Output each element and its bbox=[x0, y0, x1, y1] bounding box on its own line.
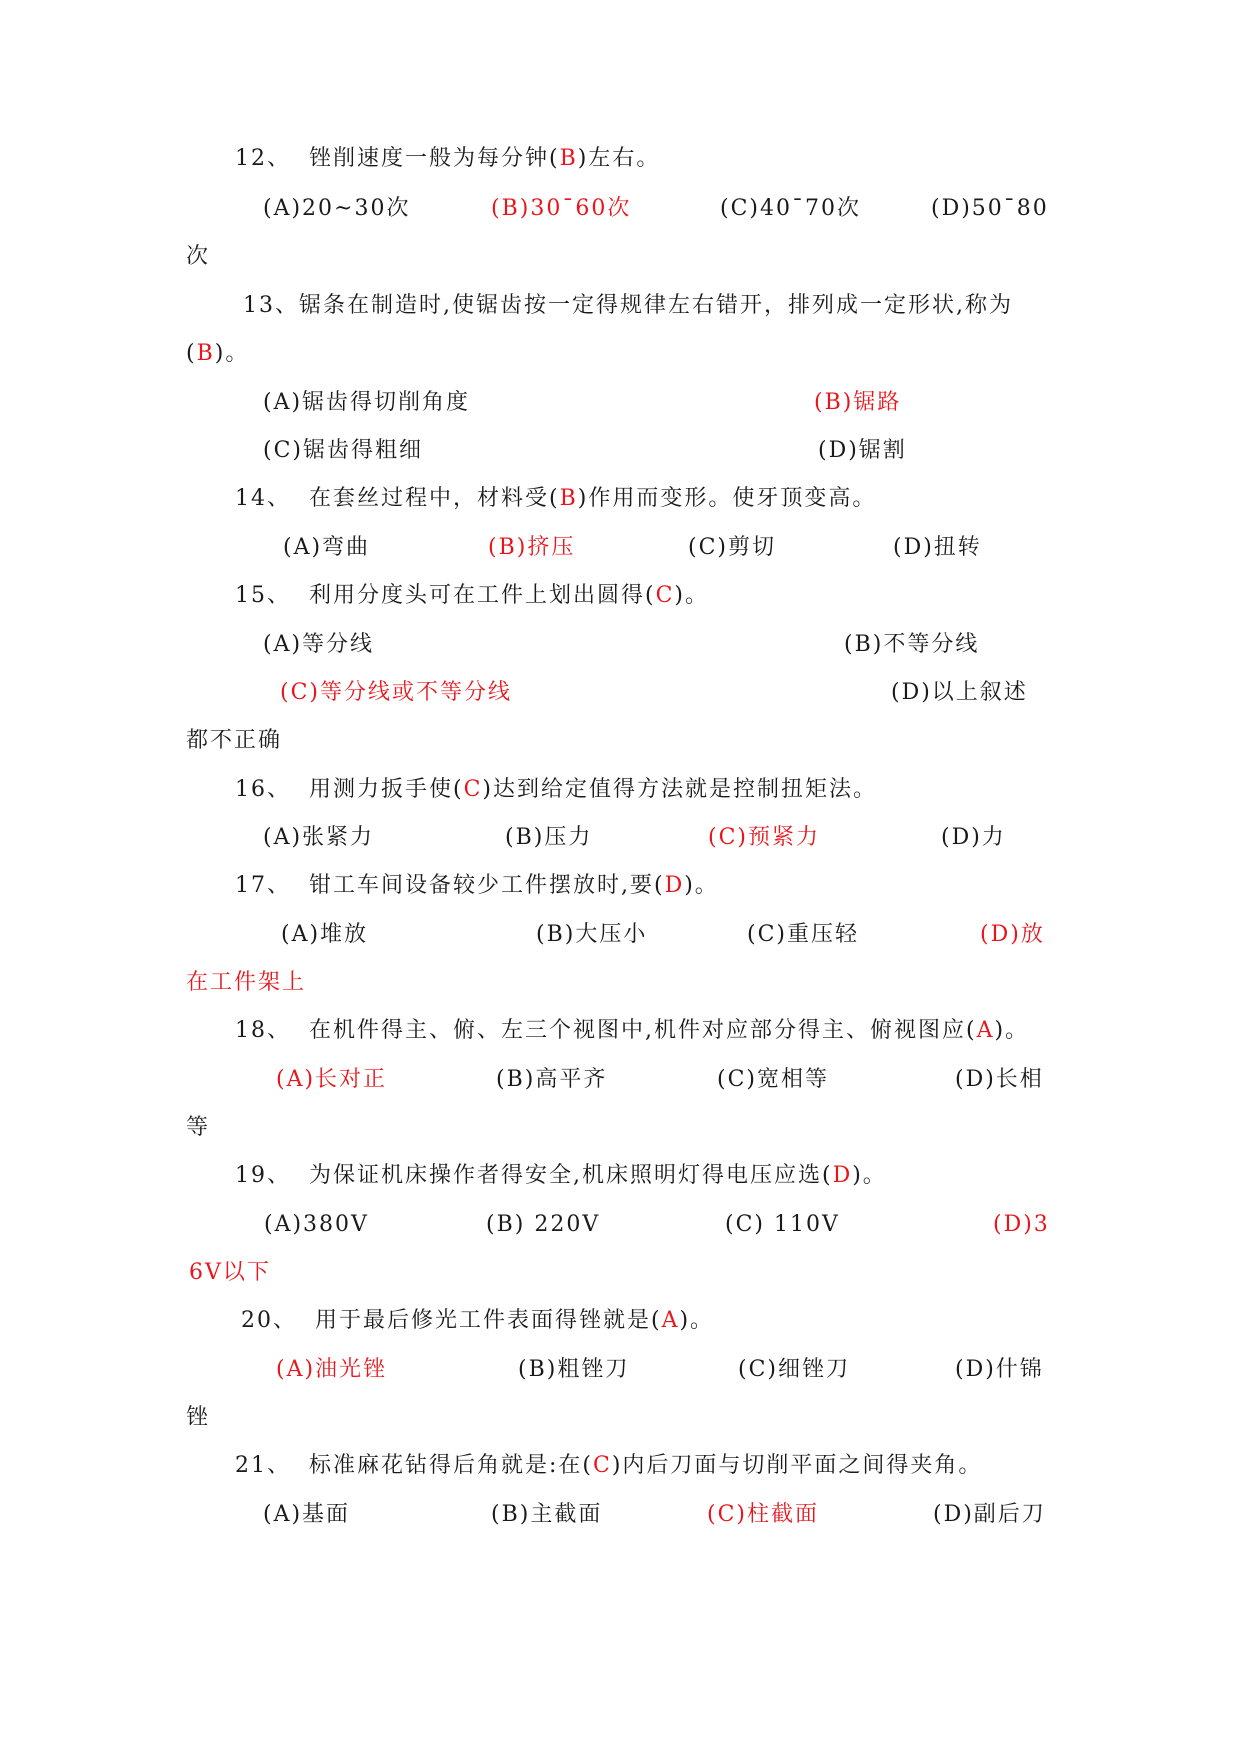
text-line bbox=[235, 1161, 887, 1191]
question-text: (D)什锦 bbox=[955, 1357, 1044, 1382]
question-text: )内后刀面与切削平面之间得夹角。 bbox=[611, 1453, 983, 1478]
answer-text: C bbox=[463, 777, 483, 802]
question-text: )。 bbox=[674, 583, 710, 608]
text-line bbox=[276, 1355, 387, 1385]
text-line bbox=[235, 581, 709, 611]
question-text: (B)大压小 bbox=[536, 922, 648, 947]
text-line bbox=[488, 533, 575, 563]
answer-text: D bbox=[832, 1163, 853, 1188]
text-line bbox=[283, 533, 370, 563]
text-line bbox=[747, 920, 859, 950]
question-text: (D)力 bbox=[941, 825, 1006, 850]
text-line bbox=[263, 388, 470, 418]
question-text: (B)不等分线 bbox=[844, 632, 980, 657]
question-text: (C) 110V bbox=[725, 1212, 840, 1237]
text-line bbox=[941, 823, 1006, 853]
text-line bbox=[717, 1065, 829, 1095]
question-text: (C)细锉刀 bbox=[738, 1357, 850, 1382]
question-text: 锉 bbox=[186, 1405, 211, 1430]
text-line bbox=[280, 678, 512, 708]
text-line bbox=[281, 920, 368, 950]
text-line bbox=[893, 533, 982, 563]
question-text: )作用而变形。使牙顶变高。 bbox=[577, 486, 877, 511]
text-line bbox=[235, 144, 660, 174]
text-line bbox=[235, 1016, 1029, 1046]
text-line bbox=[235, 484, 876, 514]
question-text: )达到给定值得方法就是控制扭矩法。 bbox=[482, 777, 878, 802]
question-text: (B)粗锉刀 bbox=[518, 1357, 630, 1382]
question-text: 次 bbox=[186, 244, 211, 269]
text-line bbox=[844, 630, 979, 660]
question-text: (C)剪切 bbox=[688, 535, 776, 560]
answer-text: (B)30¯60次 bbox=[491, 196, 632, 221]
question-text: 16、 用测力扳手使( bbox=[235, 777, 464, 802]
text-line bbox=[688, 533, 776, 563]
text-line bbox=[235, 775, 877, 805]
text-line bbox=[263, 194, 410, 224]
text-line bbox=[186, 339, 249, 369]
question-text: (C)宽相等 bbox=[717, 1067, 829, 1092]
text-line bbox=[496, 1065, 607, 1095]
text-line bbox=[708, 823, 820, 853]
answer-text: A bbox=[976, 1018, 995, 1043]
answer-text: C bbox=[655, 583, 675, 608]
text-line bbox=[491, 194, 631, 224]
question-text: (D)扭转 bbox=[893, 535, 982, 560]
question-text: )。 bbox=[994, 1018, 1030, 1043]
text-line bbox=[186, 242, 210, 272]
question-text: (A)弯曲 bbox=[283, 535, 371, 560]
text-line bbox=[818, 436, 907, 466]
text-line bbox=[263, 436, 423, 466]
question-text: 12、 锉削速度一般为每分钟( bbox=[235, 146, 560, 171]
question-text: 21、 标准麻花钻得后角就是:在( bbox=[235, 1453, 593, 1478]
answer-text: C bbox=[592, 1453, 612, 1478]
question-text: (A)基面 bbox=[263, 1502, 351, 1527]
text-line bbox=[186, 968, 306, 998]
text-line bbox=[186, 726, 282, 756]
question-text: 13、锯条在制造时,使锯齿按一定得规律左右错开，排列成一定形状,称为 bbox=[243, 293, 1013, 318]
question-text: (A)等分线 bbox=[263, 632, 375, 657]
answer-text: (C)等分线或不等分线 bbox=[280, 680, 512, 705]
question-text: 15、 利用分度头可在工件上划出圆得( bbox=[235, 583, 656, 608]
question-text: (A)380V bbox=[264, 1212, 369, 1237]
question-text: (D)副后刀 bbox=[933, 1502, 1046, 1527]
text-line bbox=[955, 1065, 1044, 1095]
text-line bbox=[933, 1500, 1046, 1530]
text-line bbox=[235, 871, 719, 901]
question-text: (A)20~30次 bbox=[263, 196, 411, 221]
text-line bbox=[814, 388, 901, 418]
text-line bbox=[536, 920, 647, 950]
answer-text: (C)预紧力 bbox=[708, 825, 820, 850]
question-text: (D)以上叙述 bbox=[891, 680, 1028, 705]
text-line bbox=[505, 823, 592, 853]
answer-text: (A)长对正 bbox=[276, 1067, 388, 1092]
text-line bbox=[276, 1065, 387, 1095]
text-line bbox=[518, 1355, 629, 1385]
text-line bbox=[980, 920, 1045, 950]
question-text: 20、 用于最后修光工件表面得锉就是( bbox=[241, 1308, 662, 1333]
text-line bbox=[738, 1355, 850, 1385]
answer-text: D bbox=[664, 873, 685, 898]
text-line bbox=[263, 630, 374, 660]
question-text: )。 bbox=[852, 1163, 887, 1188]
text-line bbox=[186, 1403, 210, 1433]
answer-text: (D)放 bbox=[980, 922, 1045, 947]
answer-text: (B)挤压 bbox=[488, 535, 576, 560]
question-text: 19、 为保证机床操作者得安全,机床照明灯得电压应选( bbox=[235, 1163, 833, 1188]
question-text: (A)锯齿得切削角度 bbox=[263, 390, 471, 415]
question-text: 18、 在机件得主、俯、左三个视图中,机件对应部分得主、俯视图应( bbox=[235, 1018, 977, 1043]
text-line bbox=[955, 1355, 1044, 1385]
question-text: (A)堆放 bbox=[281, 922, 369, 947]
question-text: (D)长相 bbox=[955, 1067, 1044, 1092]
text-line bbox=[725, 1210, 840, 1240]
question-text: )左右。 bbox=[577, 146, 661, 171]
text-line bbox=[486, 1210, 600, 1240]
text-line bbox=[491, 1500, 602, 1530]
question-text: (B) 220V bbox=[486, 1212, 601, 1237]
question-text: (D)50¯80 bbox=[931, 196, 1049, 221]
question-text: (C)40¯70次 bbox=[720, 196, 861, 221]
question-text: (B)压力 bbox=[505, 825, 593, 850]
question-text: (B)主截面 bbox=[491, 1502, 603, 1527]
question-text: ( bbox=[186, 341, 197, 366]
question-text: )。 bbox=[214, 341, 250, 366]
question-text: (A)张紧力 bbox=[263, 825, 375, 850]
text-line bbox=[720, 194, 861, 224]
question-text: 等 bbox=[186, 1115, 211, 1140]
answer-text: (A)油光锉 bbox=[276, 1357, 388, 1382]
question-text: 都不正确 bbox=[186, 728, 283, 753]
text-line bbox=[707, 1500, 819, 1530]
question-text: (C)重压轻 bbox=[747, 922, 859, 947]
answer-text: B bbox=[196, 341, 215, 366]
question-text: 14、 在套丝过程中，材料受( bbox=[235, 486, 560, 511]
question-text: 17、 钳工车间设备较少工件摆放时,要( bbox=[235, 873, 665, 898]
text-line bbox=[993, 1210, 1050, 1240]
question-text: )。 bbox=[684, 873, 719, 898]
text-line bbox=[241, 1306, 714, 1336]
answer-text: (D)3 bbox=[993, 1212, 1050, 1237]
question-text: (D)锯割 bbox=[818, 438, 907, 463]
text-line bbox=[243, 291, 1013, 321]
text-line bbox=[189, 1258, 271, 1288]
answer-text: B bbox=[559, 146, 578, 171]
question-text: )。 bbox=[679, 1308, 715, 1333]
text-line bbox=[264, 1210, 369, 1240]
text-line bbox=[235, 1451, 982, 1481]
text-line bbox=[186, 1113, 210, 1143]
answer-text: 在工件架上 bbox=[186, 970, 307, 995]
answer-text: (B)锯路 bbox=[814, 390, 902, 415]
answer-text: B bbox=[559, 486, 578, 511]
text-line bbox=[263, 823, 374, 853]
question-text: (B)高平齐 bbox=[496, 1067, 608, 1092]
answer-text: A bbox=[661, 1308, 680, 1333]
question-text: (C)锯齿得粗细 bbox=[263, 438, 423, 463]
text-line bbox=[891, 678, 1028, 708]
answer-text: (C)柱截面 bbox=[707, 1502, 819, 1527]
answer-text: 6V以下 bbox=[189, 1260, 271, 1285]
text-line bbox=[263, 1500, 350, 1530]
text-line bbox=[931, 194, 1049, 224]
